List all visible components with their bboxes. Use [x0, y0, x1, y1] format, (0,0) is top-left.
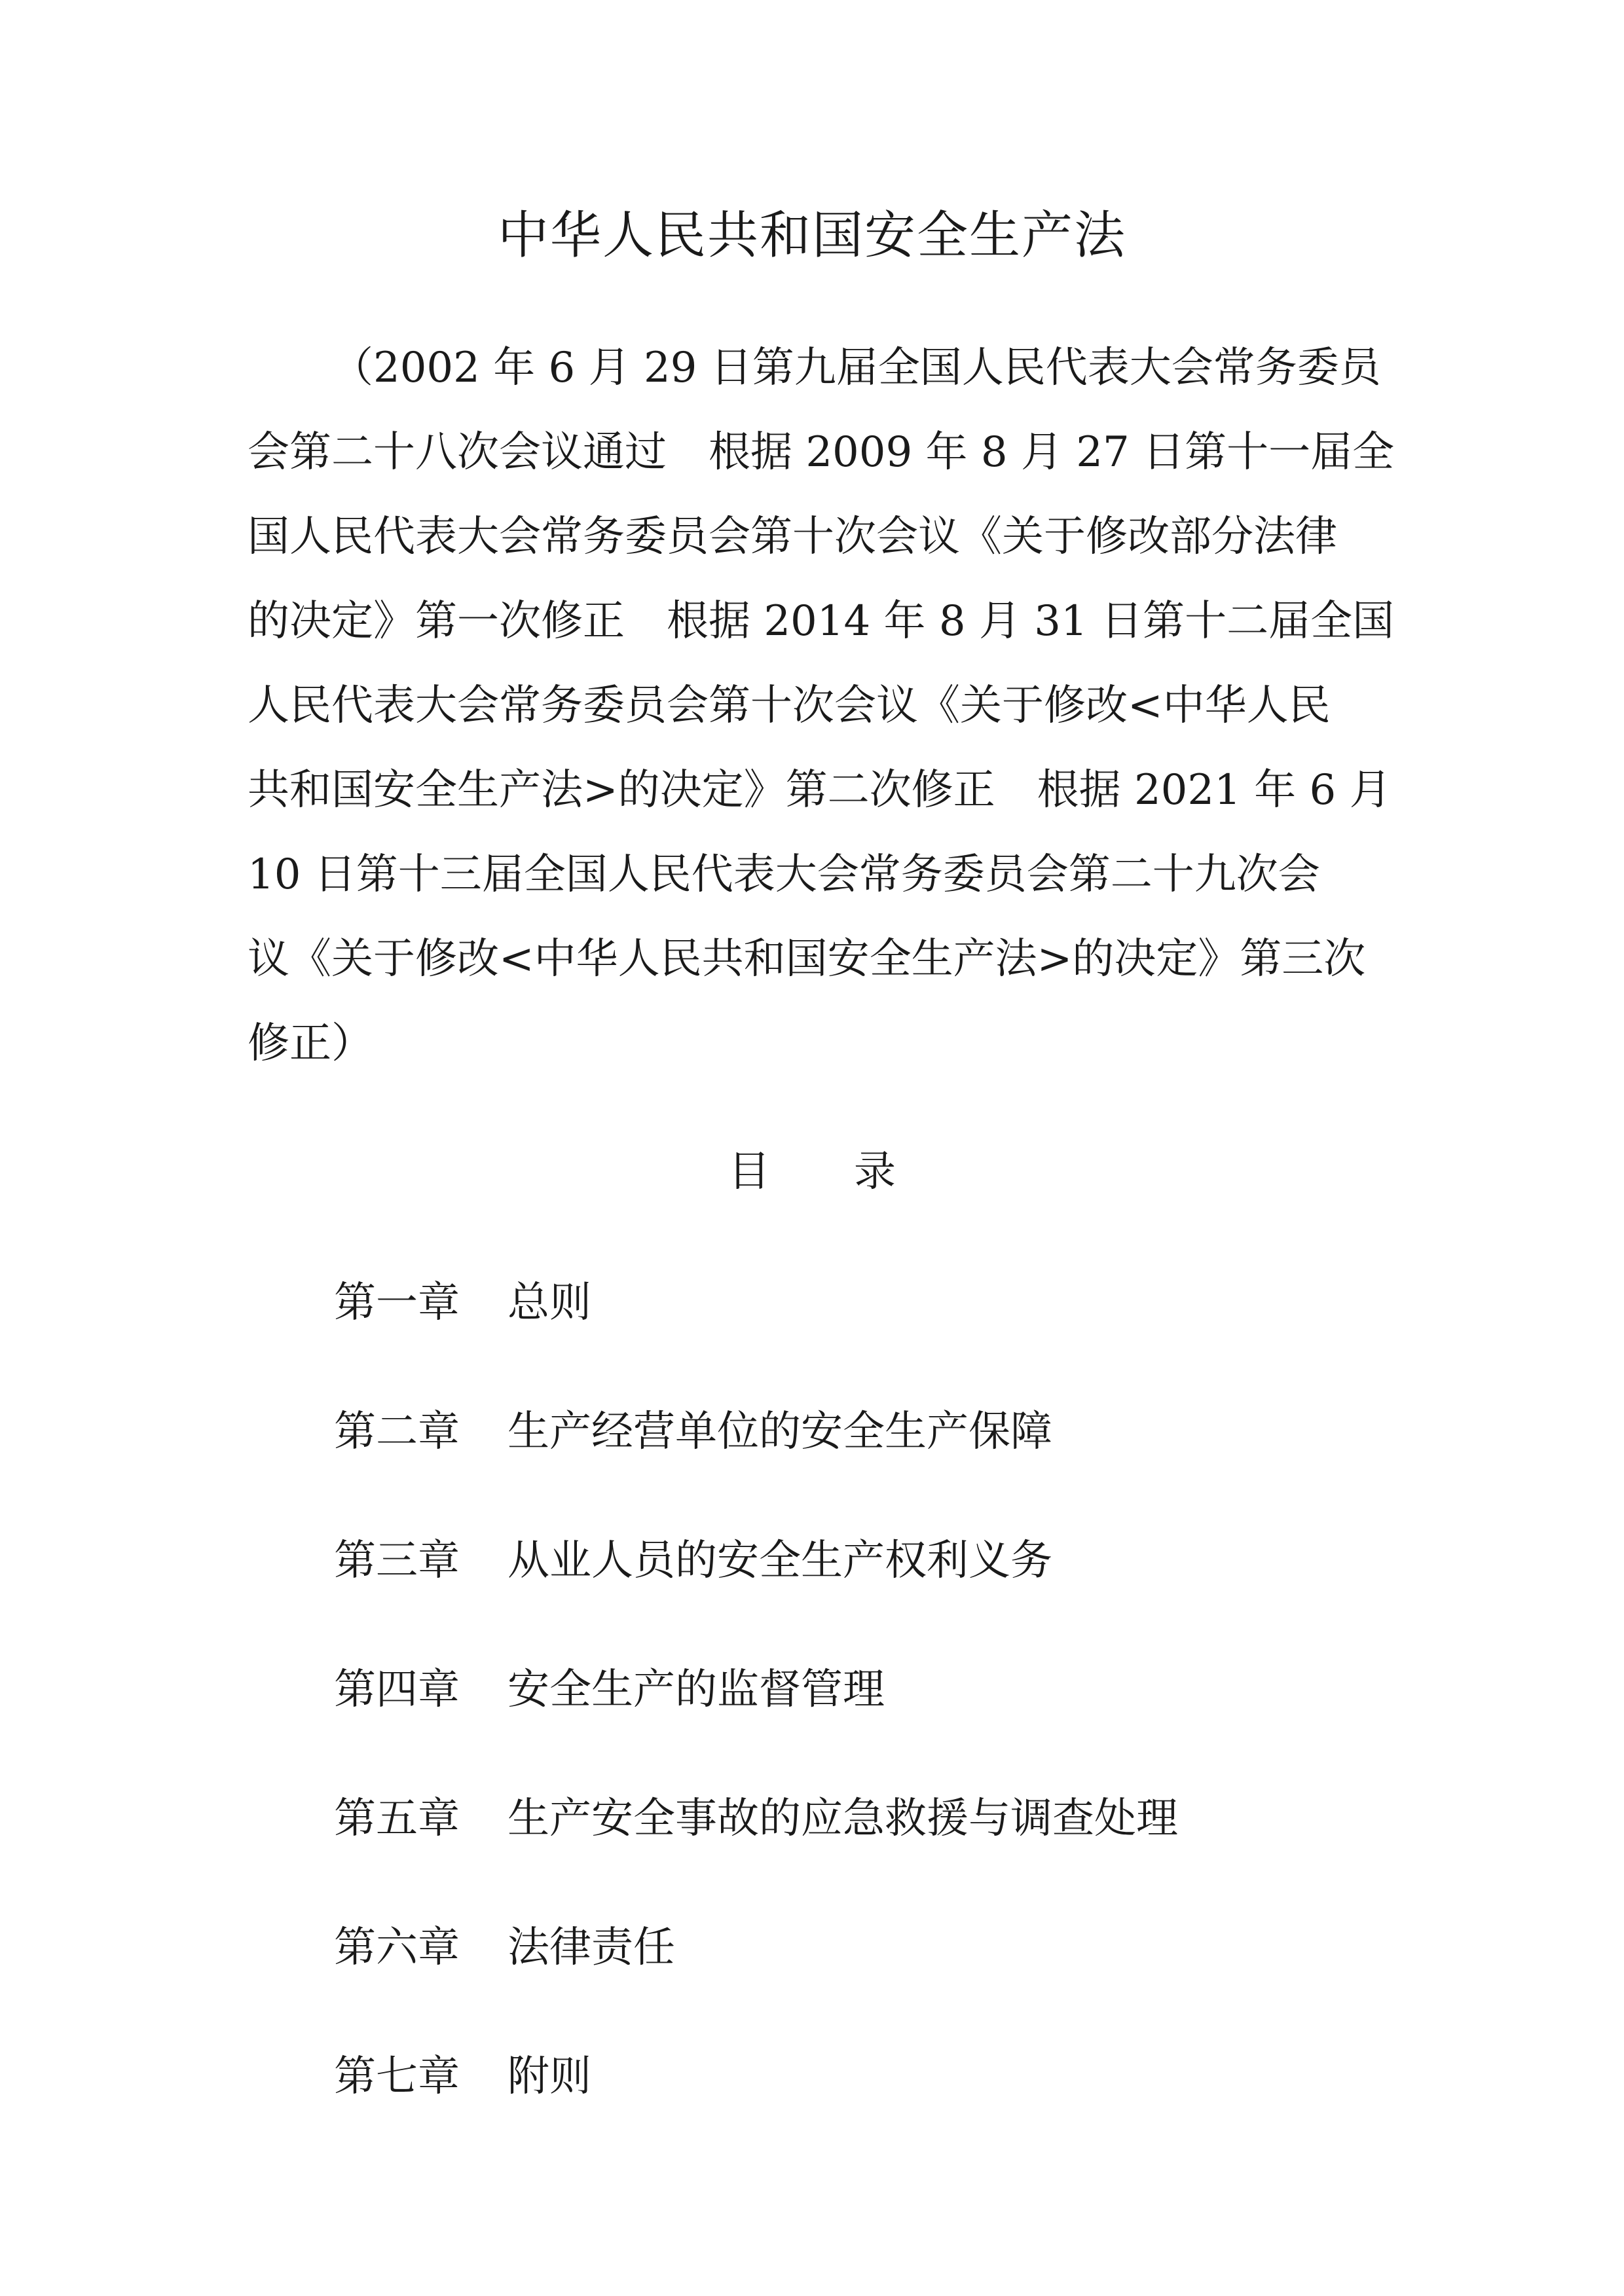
toc-chapter-number: 第一章: [334, 1279, 460, 1327]
preamble-line: 10 日第十三届全国人民代表大会常务委员会第二十九次会: [248, 850, 1320, 899]
toc-entry-chapter-4[interactable]: [334, 1657, 1178, 1786]
toc-chapter-title: 生产安全事故的应急救援与调查处理: [507, 1795, 1178, 1843]
toc-chapter-title: 生产经营单位的安全生产保障: [507, 1408, 1052, 1456]
toc-chapter-title: 法律责任: [507, 1923, 675, 1972]
toc-chapter-title: 总则: [507, 1279, 591, 1327]
toc-entry-chapter-2[interactable]: [334, 1399, 1178, 1528]
toc-entry-chapter-5[interactable]: [334, 1786, 1178, 1915]
legislative-history-paragraph: [248, 326, 1395, 1086]
toc-chapter-title: 附则: [507, 2052, 591, 2101]
preamble-line: 人民代表大会常务委员会第十次会议《关于修改<中华人民: [248, 682, 1331, 730]
toc-heading-char: 目: [728, 1148, 770, 1196]
preamble-line: 修正）: [248, 1019, 373, 1068]
toc-entry-chapter-6[interactable]: [334, 1915, 1178, 2044]
toc-heading-char: 录: [854, 1148, 896, 1196]
preamble-line: 的决定》第一次修正 根据 2014 年 8 月 31 日第十二届全国: [248, 597, 1395, 646]
table-of-contents-heading: [0, 1139, 1624, 1205]
preamble-line: 议《关于修改<中华人民共和国安全生产法>的决定》第三次: [248, 935, 1366, 983]
toc-chapter-number: 第七章: [334, 2052, 460, 2101]
toc-chapter-number: 第四章: [334, 1666, 460, 1714]
preamble-line: 国人民代表大会常务委员会第十次会议《关于修改部分法律: [248, 513, 1337, 561]
toc-chapter-number: 第二章: [334, 1408, 460, 1456]
preamble-line: 共和国安全生产法>的决定》第二次修正 根据 2021 年 6 月: [248, 766, 1392, 814]
toc-entry-chapter-7[interactable]: [334, 2044, 1178, 2173]
toc-entry-chapter-3[interactable]: [334, 1528, 1178, 1657]
toc-chapter-number: 第六章: [334, 1923, 460, 1972]
toc-chapter-title: 安全生产的监督管理: [507, 1666, 885, 1714]
preamble-line: 会第二十八次会议通过 根据 2009 年 8 月 27 日第十一届全: [248, 428, 1395, 477]
toc-chapter-number: 第三章: [334, 1537, 460, 1585]
toc-entry-chapter-1[interactable]: [334, 1270, 1178, 1399]
toc-chapter-number: 第五章: [334, 1795, 460, 1843]
document-title: 中华人民共和国安全生产法: [497, 206, 1126, 265]
toc-chapter-title: 从业人员的安全生产权利义务: [507, 1537, 1052, 1585]
table-of-contents: [334, 1270, 1178, 2173]
preamble-line: （2002 年 6 月 29 日第九届全国人民代表大会常务委员: [331, 344, 1381, 392]
